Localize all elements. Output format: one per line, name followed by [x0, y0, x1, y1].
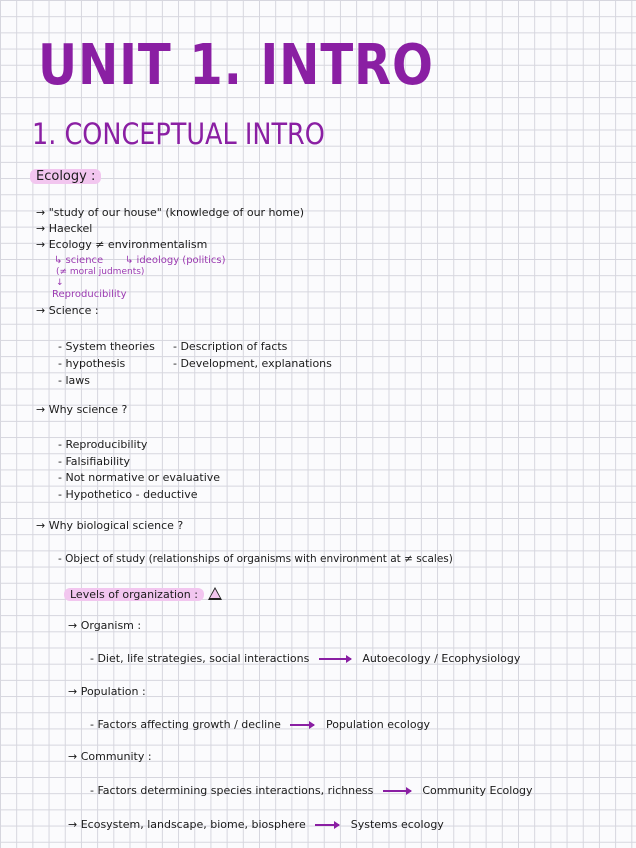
no-moral-note: (≠ moral judments) [56, 267, 145, 277]
why-bio-heading: → Why biological science ? [36, 519, 184, 532]
intro-line-1: → "study of our house" (knowledge of our home) [36, 206, 305, 219]
why-science-item: - Reproducibility [58, 438, 148, 451]
level-community-detail: - Factors determining species interactions, richness [90, 784, 374, 797]
level-organism-detail: - Diet, life strategies, social interactions [90, 652, 310, 665]
arrow-icon [315, 824, 339, 826]
level-population-row [90, 719, 430, 730]
ecology-heading-text: Ecology : [30, 169, 101, 184]
arrow-icon [290, 724, 314, 726]
level-ecosystem-row [68, 819, 444, 830]
science-item: - Description of facts [173, 340, 288, 353]
section-title: 1. CONCEPTUAL INTRO [32, 117, 325, 151]
level-community-result: Community Ecology [422, 784, 533, 797]
intro-line-3: → Ecology ≠ environmentalism [36, 238, 208, 251]
science-item: - Development, explanations [173, 357, 332, 370]
down-arrow-icon: ↓ [56, 278, 64, 288]
why-science-heading: → Why science ? [36, 403, 128, 416]
arrow-icon [319, 658, 351, 660]
science-item: - hypothesis [58, 357, 126, 370]
branch-science: ↳ science [54, 255, 104, 266]
level-population-head: → Population : [68, 685, 146, 698]
why-science-item: - Hypothetico - deductive [58, 487, 198, 501]
levels-heading-text: Levels of organization : [64, 588, 204, 601]
levels-heading [64, 585, 222, 600]
level-community-head: → Community : [68, 750, 152, 763]
science-heading: → Science : [36, 304, 99, 317]
ecology-heading [30, 170, 101, 183]
level-organism-result: Autoecology / Ecophysiology [362, 652, 521, 665]
level-community-row [90, 785, 533, 796]
arrow-icon [383, 790, 411, 792]
branch-ideology: ↳ ideology (politics) [125, 255, 226, 266]
object-of-study: - Object of study (relationships of organisms with environment at ≠ scales) [58, 553, 453, 565]
science-item: - System theories [58, 340, 155, 353]
warning-icon [208, 587, 222, 600]
science-list-right [173, 338, 332, 372]
level-ecosystem-result: Systems ecology [350, 818, 444, 831]
page-title: UNIT 1. INTRO [38, 33, 434, 98]
level-ecosystem-head: → Ecosystem, landscape, biome, biosphere [68, 818, 306, 831]
level-population-detail: - Factors affecting growth / decline [90, 718, 281, 731]
why-science-item: - Falsifiability [58, 454, 131, 468]
level-organism-head: → Organism : [68, 619, 142, 632]
level-population-result: Population ecology [325, 718, 431, 731]
science-list-left [58, 338, 155, 389]
science-item: - laws [58, 374, 90, 387]
why-science-list [58, 437, 220, 503]
reproducibility-note: Reproducibility [52, 289, 127, 300]
intro-line-2: → Haeckel [36, 222, 93, 235]
level-organism-row [90, 653, 520, 664]
why-science-item: - Not normative or evaluative [58, 471, 221, 485]
